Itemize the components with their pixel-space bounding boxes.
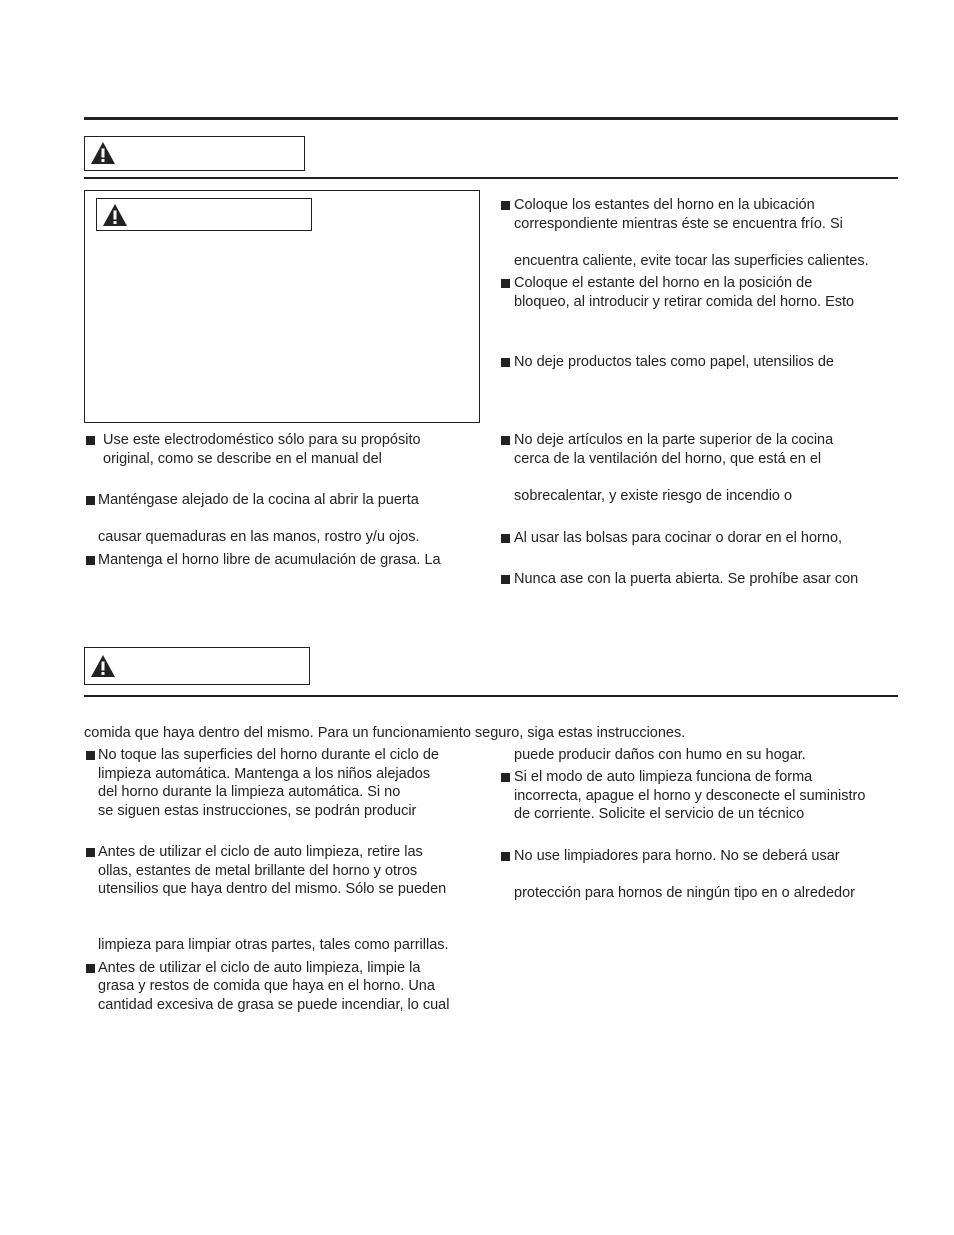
bullet-icon (501, 852, 510, 861)
list-item-text: del horno durante la limpieza automática. Si no (98, 784, 401, 800)
list-item-text: Manténgase alejado de la cocina al abrir la puerta (98, 492, 419, 508)
bullet-icon (86, 556, 95, 565)
list-item-text: No deje artículos en la parte superior de la cocina (514, 432, 834, 448)
warning-triangle-icon (90, 654, 116, 678)
list-item-text: Antes de utilizar el ciclo de auto limpieza, limpie la (98, 960, 421, 976)
list-item-text: utensilios que haya dentro del mismo. Sólo se pueden (98, 881, 447, 897)
list-item-text: causar quemaduras en las manos, rostro y/u ojos. (98, 529, 420, 545)
bullet-icon (86, 436, 95, 445)
list-item-text: limpieza automática. Mantenga a los niños alejados (98, 766, 431, 782)
list-item-text: se siguen estas instrucciones, se podrán producir (98, 803, 417, 819)
bullet-icon (501, 358, 510, 367)
list-item-text: No use limpiadores para horno. No se deberá usar (514, 848, 840, 864)
section2-intro: comida que haya dentro del mismo. Para un funcionamiento seguro, siga estas instrucciones. (84, 725, 686, 741)
bullet-icon (86, 496, 95, 505)
list-item-text: grasa y restos de comida que haya en el horno. Una (98, 978, 435, 994)
list-item-text: correspondiente mientras éste se encuentra frío. Si (514, 216, 843, 232)
bullet-icon (501, 436, 510, 445)
list-item-text: Use este electrodoméstico sólo para su propósito (103, 432, 421, 448)
list-item-text: Nunca ase con la puerta abierta. Se prohíbe asar con (514, 571, 859, 587)
list-item-text: No toque las superficies del horno durante el ciclo de (98, 747, 439, 763)
list-item-text: bloqueo, al introducir y retirar comida del horno. Esto (514, 294, 855, 310)
list-item-text: Si el modo de auto limpieza funciona de forma (514, 769, 813, 785)
list-item-text: cerca de la ventilación del horno, que está en el (514, 451, 822, 467)
list-item-text: de corriente. Solicite el servicio de un técnico (514, 806, 805, 822)
warning-triangle-icon (90, 141, 116, 165)
bullet-icon (86, 964, 95, 973)
list-item-text: ollas, estantes de metal brillante del horno y otros (98, 863, 418, 879)
list-item-text: Al usar las bolsas para cocinar o dorar en el horno, (514, 530, 843, 546)
bullet-icon (501, 279, 510, 288)
list-item-text: cantidad excesiva de grasa se puede incendiar, lo cual (98, 997, 450, 1013)
bullet-icon (501, 773, 510, 782)
list-item-text: Mantenga el horno libre de acumulación de grasa. La (98, 552, 441, 568)
warning-header-box-1 (84, 136, 305, 171)
list-item-text: sobrecalentar, y existe riesgo de incendio o (514, 488, 793, 504)
warning-header-box-2 (84, 647, 310, 685)
section2-rule (84, 695, 898, 697)
list-item-text: protección para hornos de ningún tipo en o alrededor (514, 885, 855, 901)
top-rule (84, 117, 898, 120)
list-item-text: Coloque el estante del horno en la posición de (514, 275, 813, 291)
list-item-text: No deje productos tales como papel, utensilios de (514, 354, 834, 370)
section1-rule (84, 177, 898, 179)
list-item-text: Antes de utilizar el ciclo de auto limpieza, retire las (98, 844, 423, 860)
bullet-icon (86, 848, 95, 857)
bullet-icon (501, 534, 510, 543)
list-item-text: original, como se describe en el manual del (103, 451, 382, 467)
list-item-text: encuentra caliente, evite tocar las superficies calientes. (514, 253, 869, 269)
list-item-text: puede producir daños con humo en su hogar. (514, 747, 806, 763)
list-item-text: Coloque los estantes del horno en la ubicación (514, 197, 815, 213)
bullet-icon (501, 201, 510, 210)
bullet-icon (86, 751, 95, 760)
list-item-text: limpieza para limpiar otras partes, tales como parrillas. (98, 937, 449, 953)
bullet-icon (501, 575, 510, 584)
list-item-text: incorrecta, apague el horno y desconecte el suministro (514, 788, 866, 804)
inner-warning-header-box (96, 198, 312, 231)
warning-triangle-icon (102, 203, 128, 227)
